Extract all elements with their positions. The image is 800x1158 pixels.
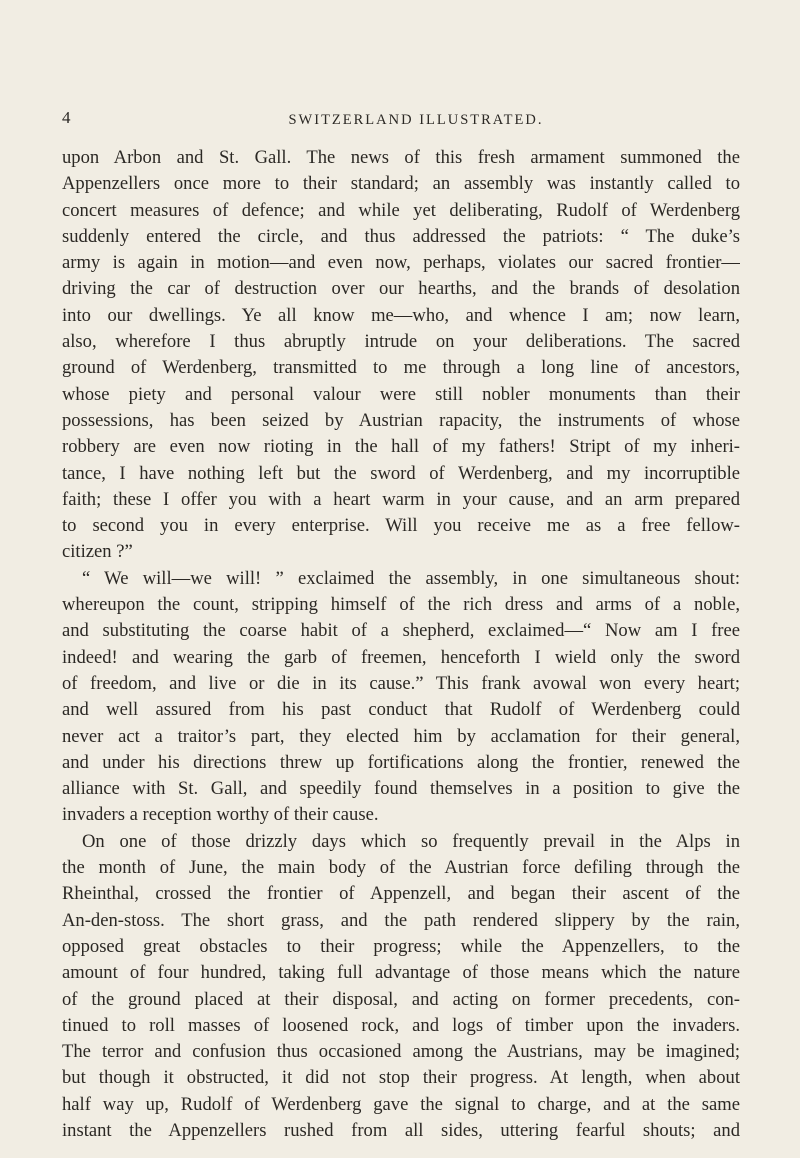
text-line: of the ground placed at their disposal, and acting on former precedents, con- <box>62 988 740 1010</box>
text-line: ground of Werdenberg, transmitted to me through a long line of ancestors, <box>62 357 740 379</box>
text-line: never act a traitor’s part, they elected him by acclamation for their general, <box>62 725 740 747</box>
text-line: and well assured from his past conduct that Rudolf of Werdenberg could <box>62 699 740 721</box>
text-line: tinued to roll masses of loosened rock, and logs of timber upon the invaders. <box>62 1014 740 1036</box>
text-line: and under his directions threw up fortifications along the frontier, renewed the <box>62 751 740 773</box>
text-line: concert measures of defence; and while yet deliberating, Rudolf of Werdenberg <box>62 199 740 221</box>
text-line: citizen ?” <box>62 541 133 563</box>
running-head <box>62 108 740 132</box>
text-line: “ We will—we will! ” exclaimed the assembly, in one simultaneous shout: <box>82 567 740 589</box>
text-line: Appenzellers once more to their standard; an assembly was instantly called to <box>62 173 740 195</box>
text-line: robbery are even now rioting in the hall of my fathers! Stript of my inheri- <box>62 436 740 458</box>
text-line: tance, I have nothing left but the sword of Werdenberg, and my incorruptible <box>62 462 740 484</box>
text-line: driving the car of destruction over our hearths, and the brands of desolation <box>62 278 740 300</box>
text-line: instant the Appenzellers rushed from all sides, uttering fearful shouts; and <box>62 1119 740 1141</box>
text-line: army is again in motion—and even now, perhaps, violates our sacred frontier— <box>62 252 740 274</box>
text-line: suddenly entered the circle, and thus addressed the patriots: “ The duke’s <box>62 225 740 247</box>
text-line: possessions, has been seized by Austrian rapacity, the instruments of whose <box>62 409 740 431</box>
text-line: opposed great obstacles to their progress; while the Appenzellers, to the <box>62 935 740 957</box>
text-line: the month of June, the main body of the Austrian force defiling through the <box>62 857 740 879</box>
body-text <box>62 145 740 1144</box>
text-line: alliance with St. Gall, and speedily found themselves in a position to give the <box>62 778 740 800</box>
text-line: to second you in every enterprise. Will you receive me as a free fellow- <box>62 515 740 537</box>
text-line: The terror and confusion thus occasioned among the Austrians, may be imagined; <box>62 1041 740 1063</box>
text-line: whereupon the count, stripping himself of the rich dress and arms of a noble, <box>62 594 740 616</box>
text-line: upon Arbon and St. Gall. The news of this fresh armament summoned the <box>62 147 740 168</box>
page-number: 4 <box>62 108 71 127</box>
text-line: An-den-stoss. The short grass, and the path rendered slippery by the rain, <box>62 909 740 931</box>
text-line: into our dwellings. Ye all know me—who, and whence I am; now learn, <box>62 304 740 326</box>
running-title: SWITZERLAND ILLUSTRATED. <box>288 112 544 128</box>
text-line: faith; these I offer you with a heart warm in your cause, and an arm prepared <box>62 488 740 510</box>
text-line: of freedom, and live or die in its cause.” This frank avowal won every heart; <box>62 672 740 694</box>
text-line: and substituting the coarse habit of a shepherd, exclaimed—“ Now am I free <box>62 620 740 642</box>
text-line: Rheinthal, crossed the frontier of Appenzell, and began their ascent of the <box>62 883 740 905</box>
text-line: indeed! and wearing the garb of freemen, henceforth I wield only the sword <box>62 646 740 668</box>
text-line: also, wherefore I thus abruptly intrude on your deliberations. The sacred <box>62 331 740 353</box>
text-line: but though it obstructed, it did not stop their progress. At length, when about <box>62 1067 740 1089</box>
text-line: On one of those drizzly days which so frequently prevail in the Alps in <box>82 830 740 852</box>
text-line: whose piety and personal valour were still nobler monuments than their <box>62 383 740 405</box>
text-line: half way up, Rudolf of Werdenberg gave the signal to charge, and at the same <box>62 1093 740 1115</box>
text-line: invaders a reception worthy of their cause. <box>62 804 379 826</box>
text-line: amount of four hundred, taking full advantage of those means which the nature <box>62 962 740 984</box>
